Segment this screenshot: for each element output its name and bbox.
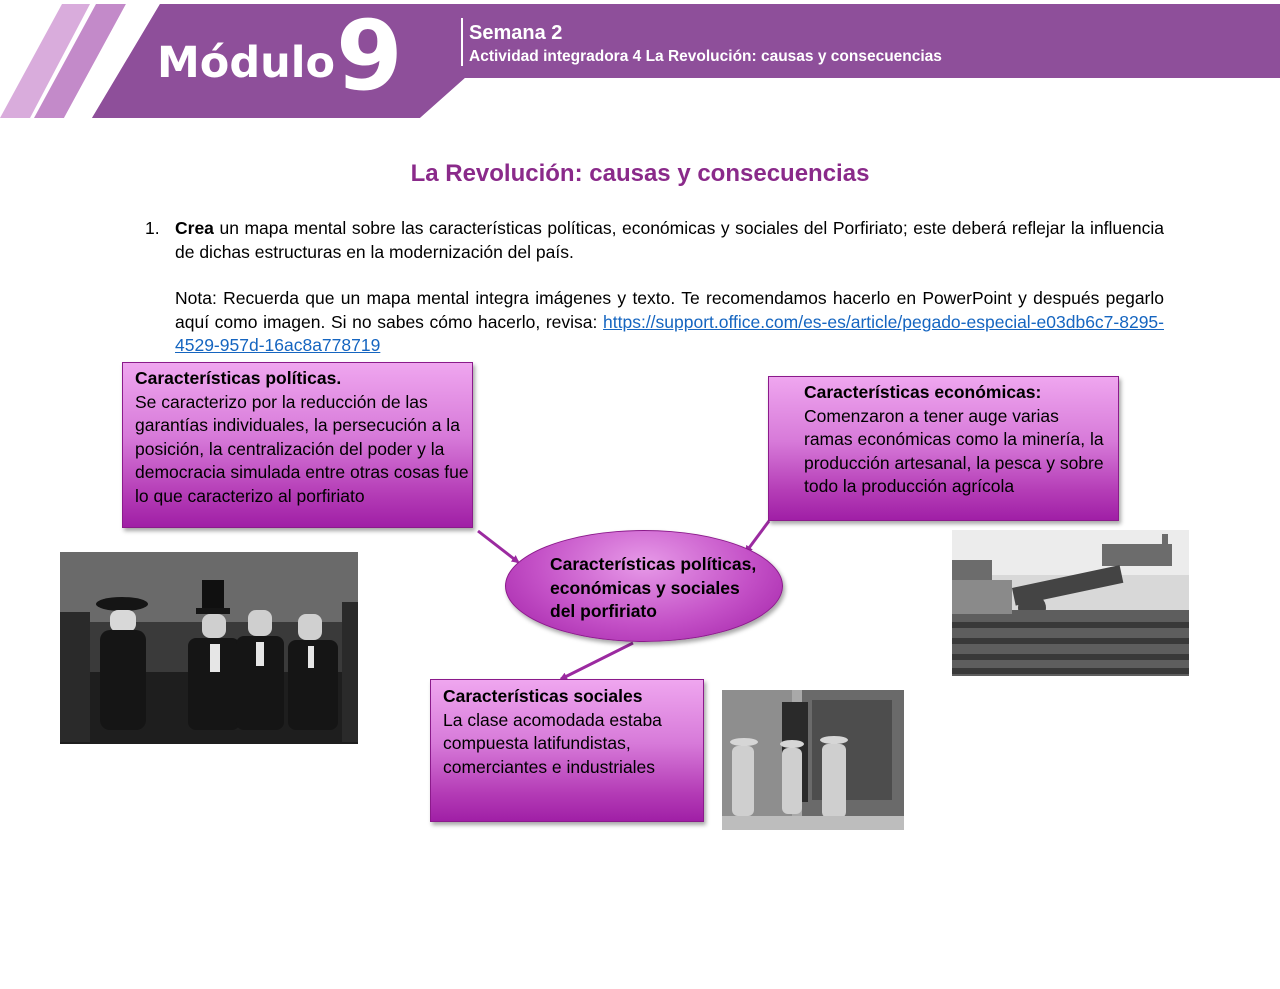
peasants-photo xyxy=(722,690,904,830)
banner-divider xyxy=(461,18,463,66)
module-label: Módulo xyxy=(157,38,336,88)
arrow-political xyxy=(478,531,518,562)
activity-label: Actividad integradora 4 La Revolución: causas y consecuencias xyxy=(469,48,942,65)
economic-title: Características económicas: xyxy=(804,382,1042,402)
arrow-social xyxy=(561,643,633,679)
page-title: La Revolución: causas y consecuencias xyxy=(410,160,870,187)
social-title: Características sociales xyxy=(443,686,643,706)
instruction-text: un mapa mental sobre las características políticas, económicas y sociales del Porfiriato; este deberá reflejar la influencia de dichas estructuras en la modernización del país. xyxy=(175,218,1164,262)
political-title: Características políticas. xyxy=(135,368,342,388)
arrow-economic xyxy=(746,521,769,552)
list-number: 1. xyxy=(145,218,160,238)
railway-crowd-photo xyxy=(952,530,1189,676)
central-topic-text: Características políticas, económicas y sociales del porfiriato xyxy=(550,554,757,621)
module-number: 9 xyxy=(336,0,403,112)
instruction-verb: Crea xyxy=(175,218,214,238)
porfiriato-politicians-photo xyxy=(60,552,358,744)
economic-body: Comenzaron a tener auge varias ramas económicas como la minería, la producción artesanal, la pesca y sobre todo la producción agrícola xyxy=(804,405,1104,496)
social-body: La clase acomodada estaba compuesta latifundistas, comerciantes e industriales xyxy=(443,709,662,777)
week-label: Semana 2 xyxy=(469,22,563,44)
social-characteristics-box xyxy=(430,679,704,822)
instruction-paragraph xyxy=(175,217,1164,264)
note-paragraph xyxy=(175,287,1164,358)
note-text: Nota: Recuerda que un mapa mental integra imágenes y texto. Te recomendamos hacerlo en PowerPoint y después pegarlo aquí como imagen. Si no sabes cómo hacerlo, revisa: xyxy=(175,288,1164,332)
support-link[interactable]: https://support.office.com/es-es/article/pegado-especial-e03db6c7-8295-4529-957d-16ac8a778719 xyxy=(175,311,1164,355)
instructions xyxy=(145,217,1164,358)
political-characteristics-box xyxy=(122,362,473,528)
political-body: Se caracterizo por la reducción de las garantías individuales, la persecución a la posición, la centralización del poder y la democracia simulada entre otras cosas fue lo que caracterizo al porfiriato xyxy=(135,391,469,506)
economic-characteristics-box xyxy=(768,376,1119,521)
